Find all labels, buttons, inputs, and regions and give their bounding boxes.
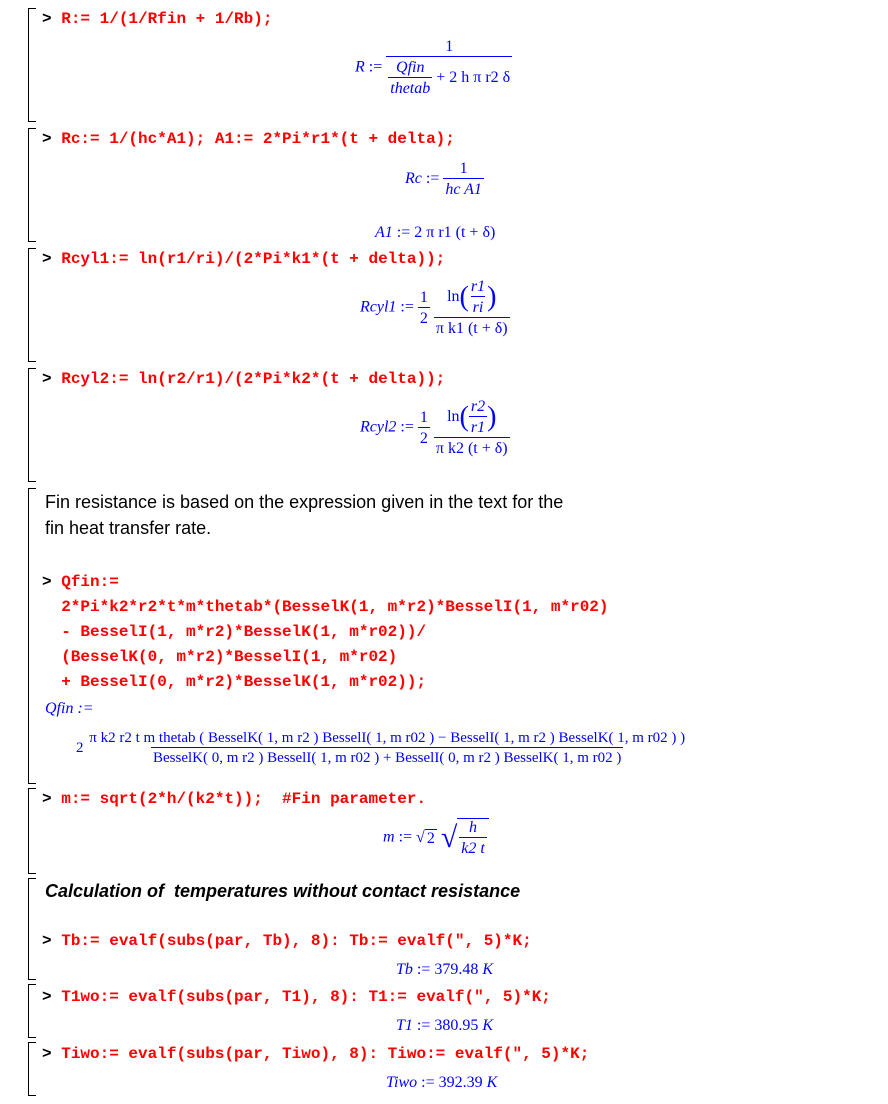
exec-group-qfin	[28, 488, 29, 784]
output-rcyl1: Rcyl1 := $\frac{1}{2}$ ln( $\frac{r1}{ri}$ ) π k1 (t + δ)	[360, 278, 508, 337]
output-qfin-lhs: Qfin :=	[45, 700, 94, 717]
command-input-tb[interactable]: > Tb:= evalf(subs(par, Tb), 8): Tb:= evalf(", 5)*K;	[42, 932, 532, 950]
exec-group-tiwo	[28, 1042, 29, 1096]
command-input-m[interactable]: > m:= sqrt(2*h/(k2*t)); #Fin parameter.	[42, 790, 427, 808]
exec-group-rcyl1	[28, 248, 29, 362]
command-input-r[interactable]: > R:= 1/(1/Rfin + 1/Rb);	[42, 10, 273, 28]
exec-group-t1wo	[28, 984, 29, 1038]
exec-group-r	[28, 8, 29, 122]
output-rcyl2: Rcyl2 := $\frac{1}{2}$ ln( $\frac{r2}{r1}$ ) π k2 (t + δ)	[360, 398, 508, 457]
output-qfin: 2 π k2 r2 t m thetab ( BesselK( 1, m r2 ) BesselI( 1, m r02 ) − BesselI( 1, m r2 ) BesselK( 1, m r02 ) ) BesselK( 0, m r2 ) BesselI( 1, m r02 ) + BesselI( 0, m r2 ) BesselK( 1, m r02 )	[76, 730, 686, 766]
command-input-rc[interactable]: > Rc:= 1/(hc*A1); A1:= 2*Pi*r1*(t + delta);	[42, 130, 455, 148]
exec-group-m	[28, 788, 29, 874]
output-tb: Tb := 379.48 K	[396, 961, 494, 978]
calc-heading: Calculation of temperatures without contact resistance	[45, 881, 521, 901]
output-tiwo: Tiwo := 392.39 K	[386, 1074, 498, 1091]
fin-resistance-note: Fin resistance is based on the expression given in the text for the fin heat transfer rate.	[45, 492, 564, 538]
output-r: R := 1 $\frac{\text{Qfin}}{\text{thetab}}$ + 2 h π r2 δ	[355, 38, 511, 97]
command-input-t1wo[interactable]: > T1wo:= evalf(subs(par, T1), 8): T1:= evalf(", 5)*K;	[42, 988, 551, 1006]
output-t1: T1 := 380.95 K	[396, 1017, 494, 1034]
output-rc: Rc := $\frac{1}{\text{hc A1}}$	[405, 160, 482, 198]
command-input-rcyl2[interactable]: > Rcyl2:= ln(r2/r1)/(2*Pi*k2*(t + delta));	[42, 370, 446, 388]
exec-group-tb	[28, 878, 29, 980]
command-input-tiwo[interactable]: > Tiwo:= evalf(subs(par, Tiwo), 8): Tiwo:= evalf(", 5)*K;	[42, 1045, 590, 1063]
exec-group-rcyl2	[28, 368, 29, 482]
exec-group-rc	[28, 128, 29, 242]
output-m: m := √ 2 √ $\frac{h}{k2 t}$	[383, 818, 489, 858]
command-input-rcyl1[interactable]: > Rcyl1:= ln(r1/ri)/(2*Pi*k1*(t + delta));	[42, 250, 446, 268]
command-input-qfin[interactable]: > Qfin:= 2*Pi*k2*r2*t*m*thetab*(BesselK(1, m*r2)*BesselI(1, m*r02) - BesselI(1, m*r2)*BesselK(1, m*r02))/ (BesselK(0, m*r2)*BesselI(1, m*r02) + BesselI(0, m*r2)*BesselK(1, m*r02));	[42, 573, 609, 691]
output-a1: A1 := 2 π r1 (t + δ)	[375, 224, 496, 241]
